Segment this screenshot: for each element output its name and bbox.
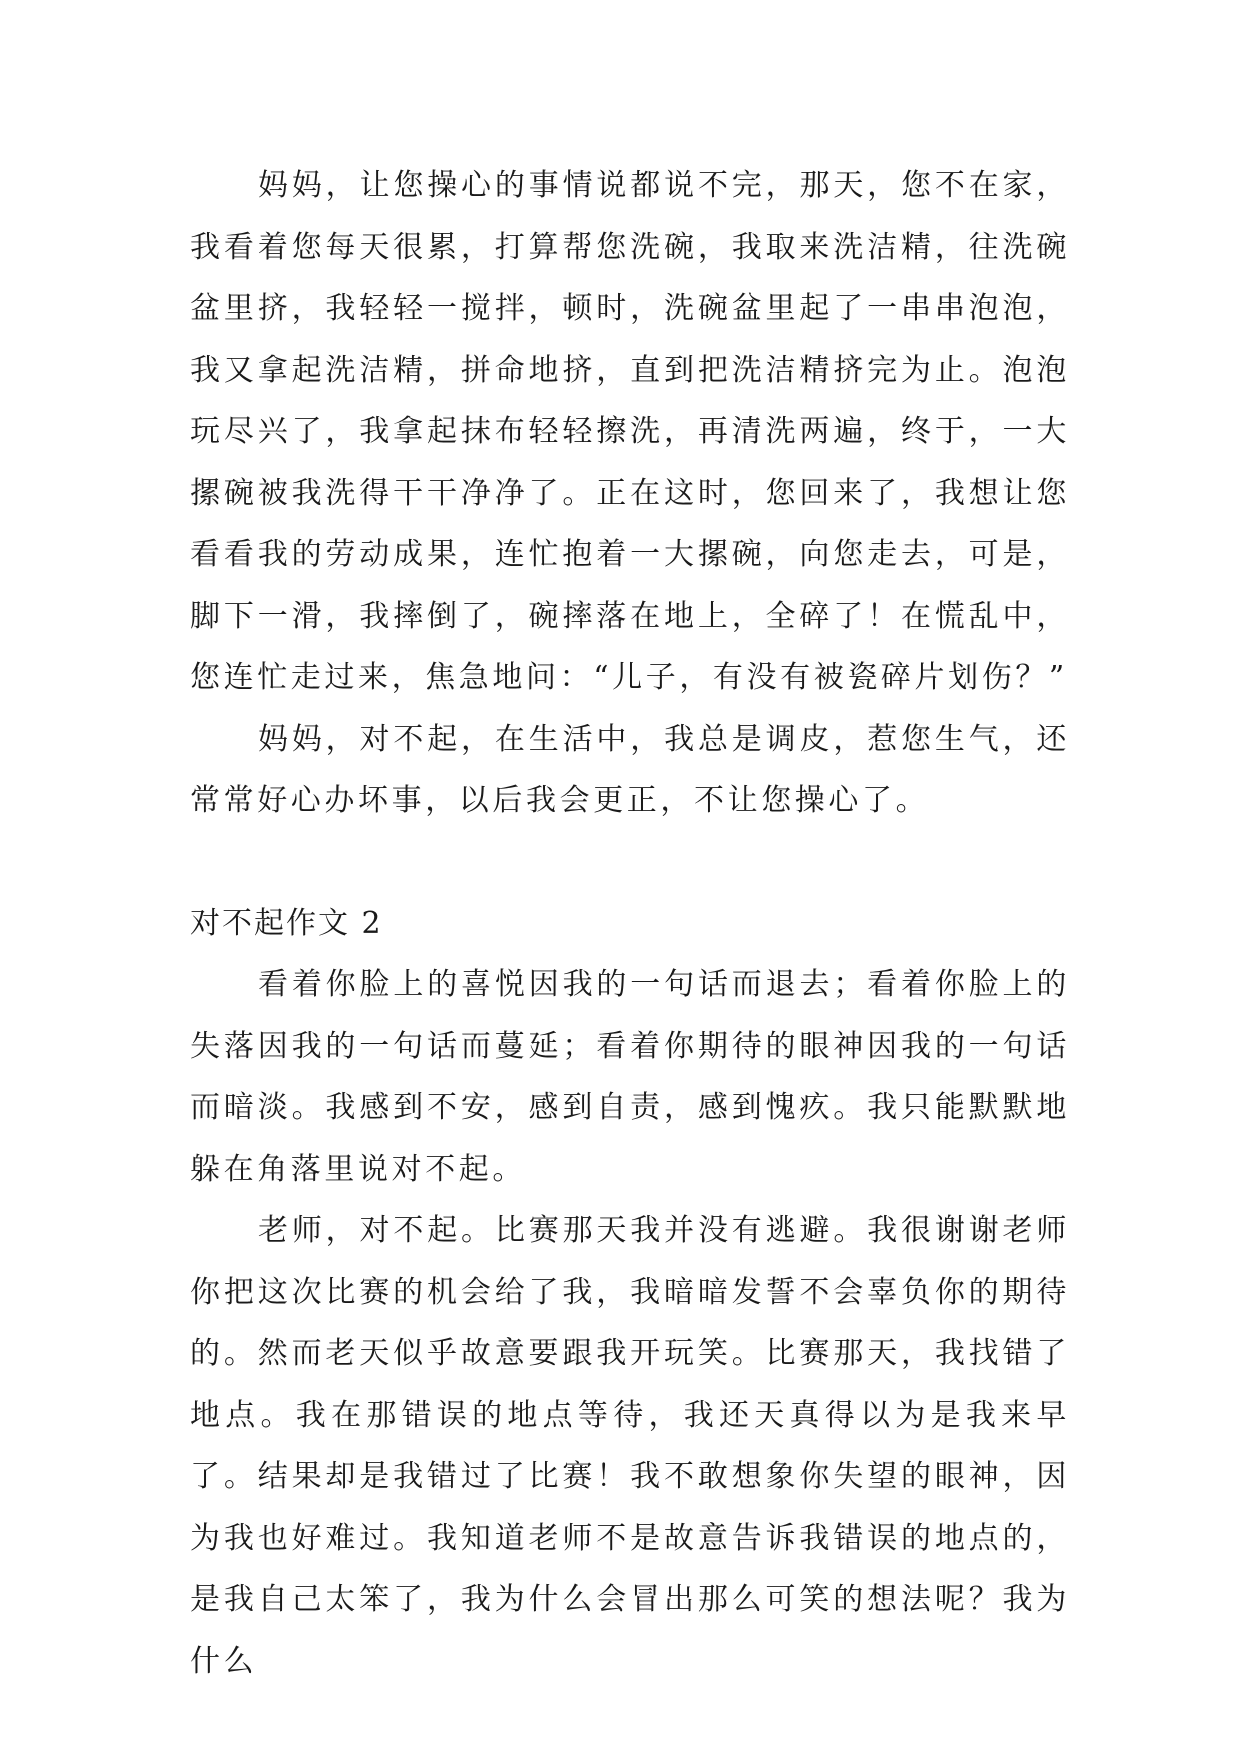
document-body <box>190 155 1070 1692</box>
paragraph-teacher-apology: 老师，对不起。比赛那天我并没有逃避。我很谢谢老师你把这次比赛的机会给了我，我暗暗发誓不会辜负你的期待的。然而老天似乎故意要跟我开玩笑。比赛那天，我找错了地点。我在那错误的地点等待，我还天真得以为是我来早了。结果却是我错过了比赛！我不敢想象你失望的眼神，因为我也好难过。我知道老师不是故意告诉我错误的地点的，是我自己太笨了，我为什么会冒出那么可笑的想法呢？我为什么 <box>190 1213 1070 1679</box>
paragraph-mother-dishes: 妈妈，让您操心的事情说都说不完，那天，您不在家，我看着您每天很累，打算帮您洗碗，我取来洗洁精，往洗碗盆里挤，我轻轻一搅拌，顿时，洗碗盆里起了一串串泡泡，我又拿起洗洁精，拼命地挤，直到把洗洁精挤完为止。泡泡玩尽兴了，我拿起抹布轻轻擦洗，再清洗两遍，终于，一大摞碗被我洗得干干净净了。正在这时，您回来了，我想让您看看我的劳动成果，连忙抱着一大摞碗，向您走去，可是，脚下一滑，我摔倒了，碗摔落在地上，全碎了！在慌乱中，您连忙走过来，焦急地问：“儿子，有没有被瓷碎片划伤？” <box>190 168 1070 695</box>
paragraph-mother-apology: 妈妈，对不起，在生活中，我总是调皮，惹您生气，还常常好心办坏事，以后我会更正，不让您操心了。 <box>190 721 1070 818</box>
section-title: 对不起作文 2 <box>190 905 383 941</box>
paragraph-expression: 看着你脸上的喜悦因我的一句话而退去；看着你脸上的失落因我的一句话而蔓延；看着你期待的眼神因我的一句话而暗淡。我感到不安，感到自责，感到愧疚。我只能默默地躲在角落里说对不起。 <box>190 967 1070 1187</box>
